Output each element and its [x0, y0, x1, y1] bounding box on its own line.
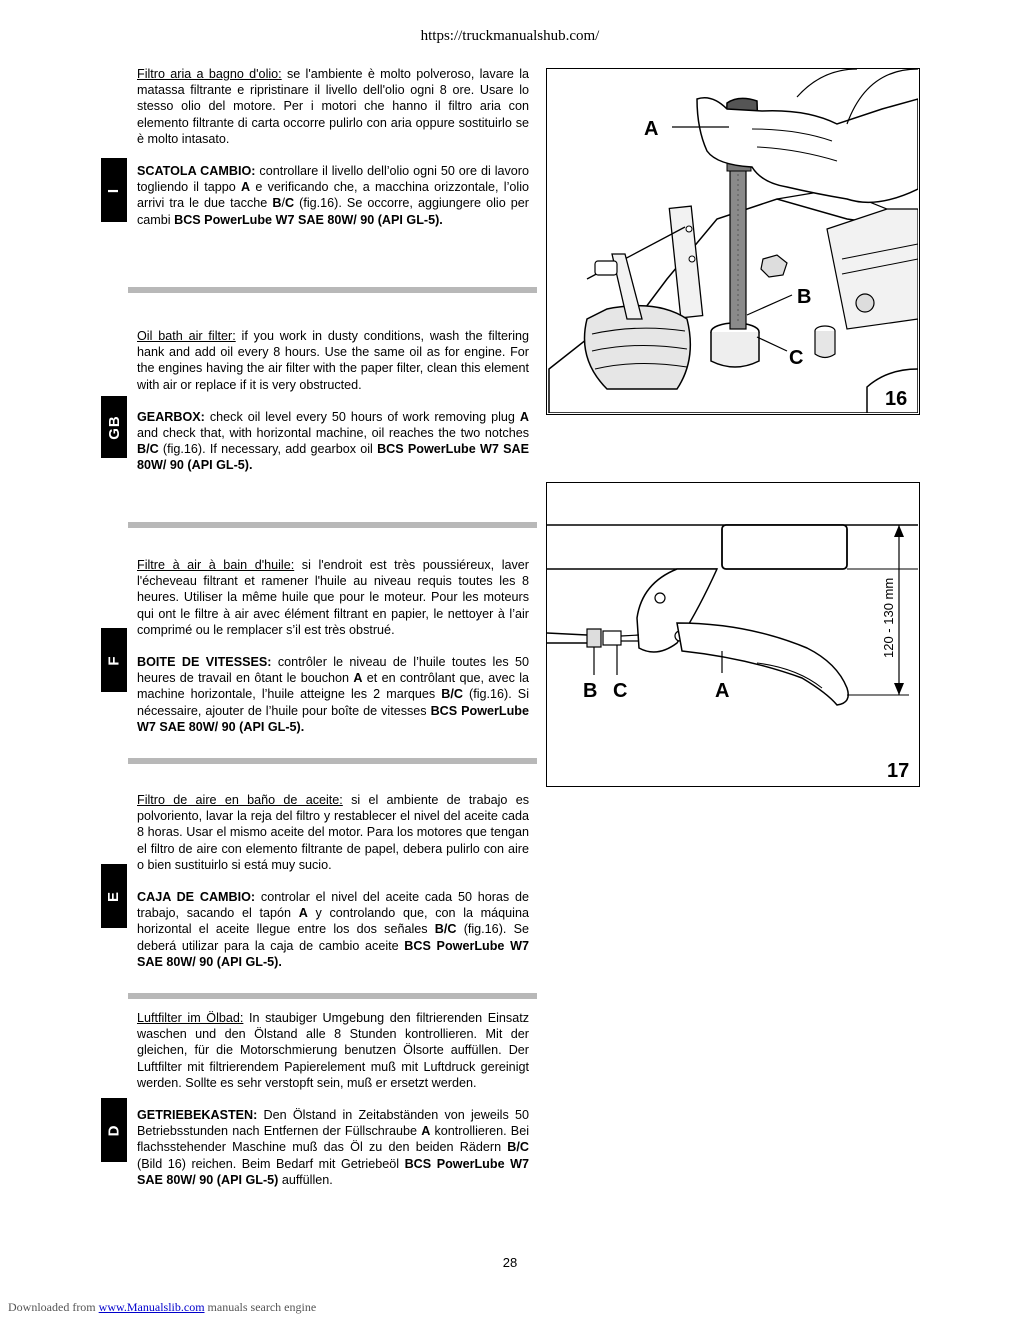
paragraph-air-filter-gb: Oil bath air filter: if you work in dusty conditions, wash the filtering hank and add oil every 8 hours. Use the same oil as for engine. For the engines having the air filter with the paper filter, clean this element with air or replace if it is very obstructed. — [137, 329, 530, 392]
paragraph-gearbox-es: CAJA DE CAMBIO: controlar el nivel del aceite cada 50 horas de trabajo, sacando el tapón A y controlando que, con la máquina horizontal el aceite llegue entre los dos señales B/C (fig.16). Se deberá utilizar para la caja de cambio aceite BCS PowerLube W7 SAE 80W/ 90 (API GL-5). — [137, 890, 529, 969]
figure-16-label-a: A — [644, 118, 659, 140]
paragraph-air-filter-fr: Filtre à air à bain d'huile: si l'endroit est très poussiéreux, laver l'écheveau filtrant et ramener l'huile au niveau requis toutes les 8 heures. Utiliser la même huile que pour le moteur. Pour les moteurs qui ont le filtre à air avec élément filtrant en papier, le nettoyer à l’air comprimé ou le remplacer s’il est très obstrué. — [137, 558, 529, 637]
figure-17-illustration — [547, 483, 918, 785]
figure-16-label-b: B — [797, 286, 812, 308]
figure-16 — [546, 68, 920, 415]
section-divider — [128, 993, 537, 999]
section-divider — [128, 522, 537, 528]
language-tab-french — [101, 628, 127, 692]
figure-17-label-b: B — [583, 680, 598, 702]
figure-16-label-c: C — [789, 347, 804, 369]
figure-16-illustration — [547, 69, 918, 413]
paragraph-gearbox-fr: BOITE DE VITESSES: contrôler le niveau de l’huile toutes les 50 heures de travail en ôtant le bouchon A et en contrôlant que, avec la machine horizontale, l’huile atteigne les 2 marques B/C (fig.16). Si nécessaire, ajouter de l’huile pour boîte de vitesses BCS PowerLube W7 SAE 80W/ 90 (API GL-5). — [137, 655, 530, 734]
footer-prefix: Downloaded from — [8, 1300, 96, 1314]
paragraph-air-filter-es: Filtro de aire en baño de aceite: si el ambiente de trabajo es polvoriento, lavar la reja del filtro y restablecer el nivel del aceite cada 8 horas. Usar el mismo aceite del motor. Para los motores que tengan el filtro de aire con elemento filtrante de papel, debera pulirlo con aire o bien sustituirlo si está muy sucio. — [137, 793, 530, 872]
language-tab-label: GB — [105, 414, 123, 440]
language-tab-spanish — [101, 864, 127, 928]
paragraph-gearbox-gb: GEARBOX: check oil level every 50 hours of work removing plug A and check that, with horizontal machine, oil reaches the two notches B/C (fig.16). If necessary, add gearbox oil BCS PowerLube W7 SAE 80W/ 90 (API GL-5). — [137, 409, 529, 473]
figure-17-label-c: C — [613, 680, 628, 702]
figure-17-label-a: A — [715, 680, 730, 702]
section-divider — [128, 758, 537, 764]
section-french — [137, 557, 529, 735]
paragraph-air-filter-it: Filtro aria a bagno d'olio: se l'ambiente è molto polveroso, lavare la matassa filtrante e ripristinare il livello dell'olio ogni 8 ore. Usare lo stesso olio del motore. Per i motori che hanno il filtro aria con elemento filtrante di carta occorre pulirlo con aria oppure sostituirlo se è molto intasato. — [137, 67, 529, 146]
language-tab-label: F — [105, 654, 123, 666]
section-english — [137, 328, 529, 474]
section-spanish — [137, 792, 529, 970]
language-tab-english — [101, 396, 127, 458]
paragraph-gearbox-de: GETRIEBEKASTEN: Den Ölstand in Zeitabständen von jeweils 50 Betriebsstunden nach Entfernen der Füllschraube A kontrollieren. Bei flachsstehender Maschine muß das Öl zu den beiden Rädern B/C (Bild 16) reichen. Beim Bedarf mit Getriebeöl BCS PowerLube W7 SAE 80W/ 90 (API GL-5) auffüllen. — [137, 1108, 529, 1187]
section-german — [137, 1010, 529, 1188]
figure-16-number: 16 — [885, 388, 908, 410]
footer-suffix: manuals search engine — [207, 1300, 317, 1314]
figure-17-number: 17 — [887, 760, 910, 782]
footer — [8, 1300, 316, 1315]
language-tab-label: D — [105, 1124, 123, 1136]
paragraph-air-filter-de: Luftfilter im Ölbad: In staubiger Umgebung den filtrierenden Einsatz waschen und den Ölstand alle 8 Stunden kontrollieren. Mit der gleichen, für die Motorschmierung benutzen Ölsorte auffüllen. Der Luftfilter mit filtrierendem Papierelement muß mit Luftdruck gereinigt werden. Sollte es sehr verstopft sein, muß er ersetzt werden. — [137, 1011, 529, 1090]
language-tab-label: E — [105, 890, 123, 902]
section-italian — [137, 66, 529, 228]
paragraph-gearbox-it: SCATOLA CAMBIO: controllare il livello dell’olio ogni 50 ore di lavoro togliendo il tappo A e verificando che, a macchina orizzontale, l’olio arrivi tra le due tacche B/C (fig.16). Se occorre, aggiungere olio per cambi BCS PowerLube W7 SAE 80W/ 90 (API GL-5). — [137, 164, 530, 227]
language-tab-label: I — [105, 187, 123, 193]
figure-17 — [546, 482, 920, 787]
language-tab-german — [101, 1098, 127, 1162]
footer-link[interactable]: www.Manualslib.com — [98, 1300, 205, 1314]
section-divider — [128, 287, 537, 293]
page-number: 28 — [502, 1255, 518, 1270]
figure-17-dimension: 120 - 130 mm — [881, 577, 896, 658]
header-url: https://truckmanualshub.com/ — [420, 28, 600, 44]
language-tab-italian — [101, 158, 127, 222]
